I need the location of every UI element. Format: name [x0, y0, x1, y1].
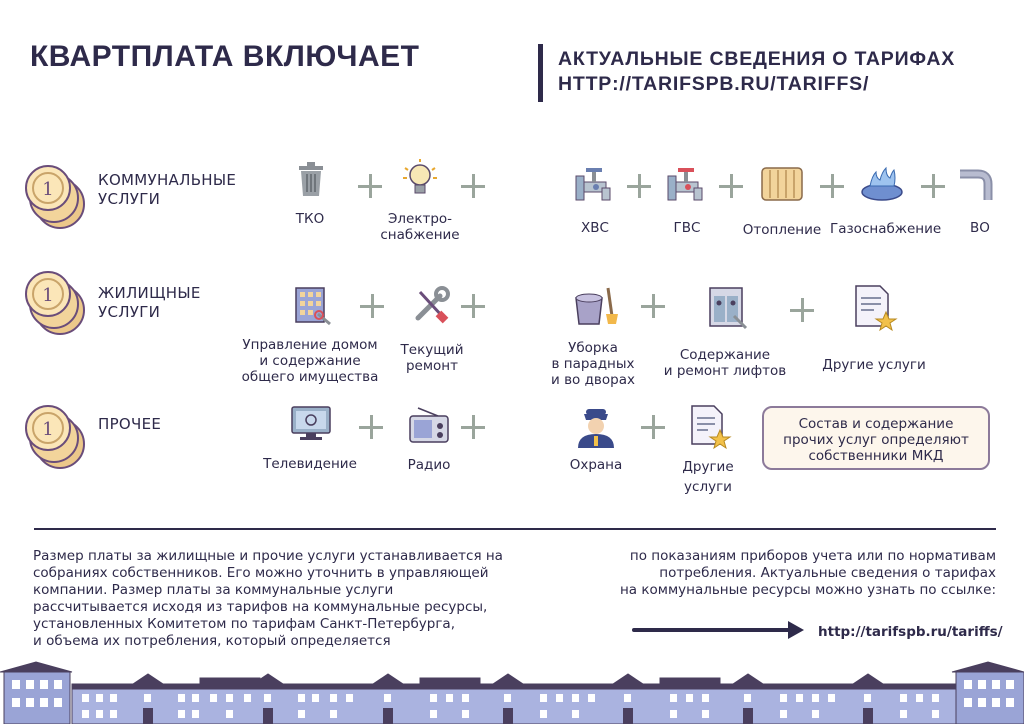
- label-security: Охрана: [569, 457, 623, 473]
- arrow-right-icon: [788, 621, 804, 639]
- trash-bin-icon: [296, 160, 326, 198]
- text-line: Размер платы за жилищные и прочие услуги устанавливается на: [33, 548, 503, 564]
- label-line: услуги: [684, 479, 732, 495]
- note-line: прочих услуг определяют: [783, 432, 969, 448]
- label-line: Другие: [682, 459, 734, 475]
- city-skyline-illustration: [0, 656, 1024, 724]
- plus-icon: [641, 294, 665, 318]
- label-radio: Радио: [407, 457, 451, 473]
- page-title: КВАРТПЛАТА ВКЛЮЧАЕТ: [30, 40, 420, 73]
- label-electro: [372, 211, 468, 243]
- label-line: и ремонт лифтов: [663, 363, 787, 379]
- coin-digit: 1: [42, 179, 54, 200]
- tariffs-heading: АКТУАЛЬНЫЕ СВЕДЕНИЯ О ТАРИФАХ: [558, 48, 956, 70]
- text-line: установленных Комитетом по тарифам Санкт-Петербурга,: [33, 616, 455, 632]
- label-cleaning: [545, 340, 641, 388]
- note-line: собственники МКД: [808, 448, 944, 464]
- label-management: [240, 337, 380, 385]
- coin-digit: 1: [42, 285, 54, 306]
- coin-digit: 1: [42, 419, 54, 440]
- footer-divider: [34, 528, 996, 530]
- plus-icon: [641, 415, 665, 439]
- text-line: и объема их потребления, который определяется: [33, 633, 391, 649]
- radio-icon: [408, 406, 450, 444]
- label-line: Текущий: [400, 342, 464, 358]
- plus-icon: [461, 415, 485, 439]
- building-management-icon: [294, 284, 334, 326]
- television-icon: [290, 405, 332, 441]
- row-label-line: КОММУНАЛЬНЫЕ: [98, 171, 237, 189]
- label-line: снабжение: [380, 227, 460, 243]
- label-line: в парадных: [551, 356, 635, 372]
- cleaning-bucket-icon: [572, 284, 618, 328]
- label-gas: Газоснабжение: [830, 221, 942, 237]
- label-tko: ТКО: [295, 211, 325, 227]
- wrench-screwdriver-icon: [412, 286, 450, 324]
- label-line: и содержание: [259, 353, 361, 369]
- label-vo: ВО: [970, 220, 990, 236]
- label-tv: Телевидение: [263, 456, 357, 472]
- plus-icon: [461, 174, 485, 198]
- light-bulb-icon: [400, 158, 440, 198]
- plus-icon: [790, 298, 814, 322]
- label-other-services: [672, 457, 744, 497]
- text-line: компании. Размер платы за коммунальные услуги: [33, 582, 394, 598]
- document-star-icon: [688, 404, 732, 450]
- label-repair: [386, 342, 478, 374]
- row-label-other: ПРОЧЕЕ: [98, 415, 162, 433]
- text-line: рассчитывается исходя из тарифов на коммунальные ресурсы,: [33, 599, 488, 615]
- label-line: Управление домом: [242, 337, 378, 353]
- coins-icon: [24, 402, 90, 472]
- row-label-line: УСЛУГИ: [98, 190, 161, 208]
- radiator-icon: [760, 164, 804, 204]
- drain-pipe-icon: [958, 166, 994, 202]
- label-line: Содержание: [679, 347, 771, 363]
- text-line: собраниях собственников. Его можно уточнить в управляющей: [33, 565, 489, 581]
- text-line: на коммунальные ресурсы можно узнать по ссылке:: [619, 582, 996, 598]
- plus-icon: [719, 174, 743, 198]
- coins-icon: [24, 268, 90, 338]
- text-line: потребления. Актуальные сведения о тарифах: [659, 565, 996, 581]
- footer-left-text: [33, 548, 503, 650]
- gas-burner-icon: [860, 164, 904, 202]
- label-hvs: ХВС: [581, 220, 609, 236]
- plus-icon: [820, 174, 844, 198]
- row-label-communal: [98, 171, 236, 209]
- label-other-housing: Другие услуги: [822, 357, 926, 373]
- plus-icon: [627, 174, 651, 198]
- label-line: и во дворах: [551, 372, 635, 388]
- owners-note-box: [762, 406, 990, 470]
- note-line: Состав и содержание: [798, 416, 954, 432]
- tariffs-link[interactable]: http://tarifspb.ru/tariffs/: [818, 624, 1003, 640]
- label-gvs: ГВС: [673, 220, 701, 236]
- header-divider: [538, 44, 543, 102]
- arrow-line: [632, 628, 792, 632]
- security-guard-icon: [574, 404, 618, 448]
- plus-icon: [359, 415, 383, 439]
- hot-water-tap-icon: [666, 164, 708, 204]
- label-line: Электро-: [387, 211, 453, 227]
- tariffs-url[interactable]: HTTP://TARIFSPB.RU/TARIFFS/: [558, 73, 870, 95]
- plus-icon: [461, 294, 485, 318]
- row-label-housing: [98, 284, 201, 322]
- label-line: ремонт: [405, 358, 458, 374]
- cold-water-tap-icon: [574, 164, 616, 204]
- plus-icon: [358, 174, 382, 198]
- text-line: по показаниям приборов учета или по нормативам: [629, 548, 996, 564]
- row-label-line: ЖИЛИЩНЫЕ: [98, 284, 201, 302]
- label-elevators: [660, 347, 790, 379]
- plus-icon: [360, 294, 384, 318]
- coins-icon: [24, 162, 90, 232]
- label-line: общего имущества: [241, 369, 379, 385]
- document-star-icon: [852, 284, 898, 332]
- footer-right-text: [620, 548, 996, 599]
- label-line: Уборка: [568, 340, 618, 356]
- elevator-icon: [708, 286, 750, 330]
- plus-icon: [921, 174, 945, 198]
- label-heating: Отопление: [742, 222, 822, 238]
- row-label-line: УСЛУГИ: [98, 303, 161, 321]
